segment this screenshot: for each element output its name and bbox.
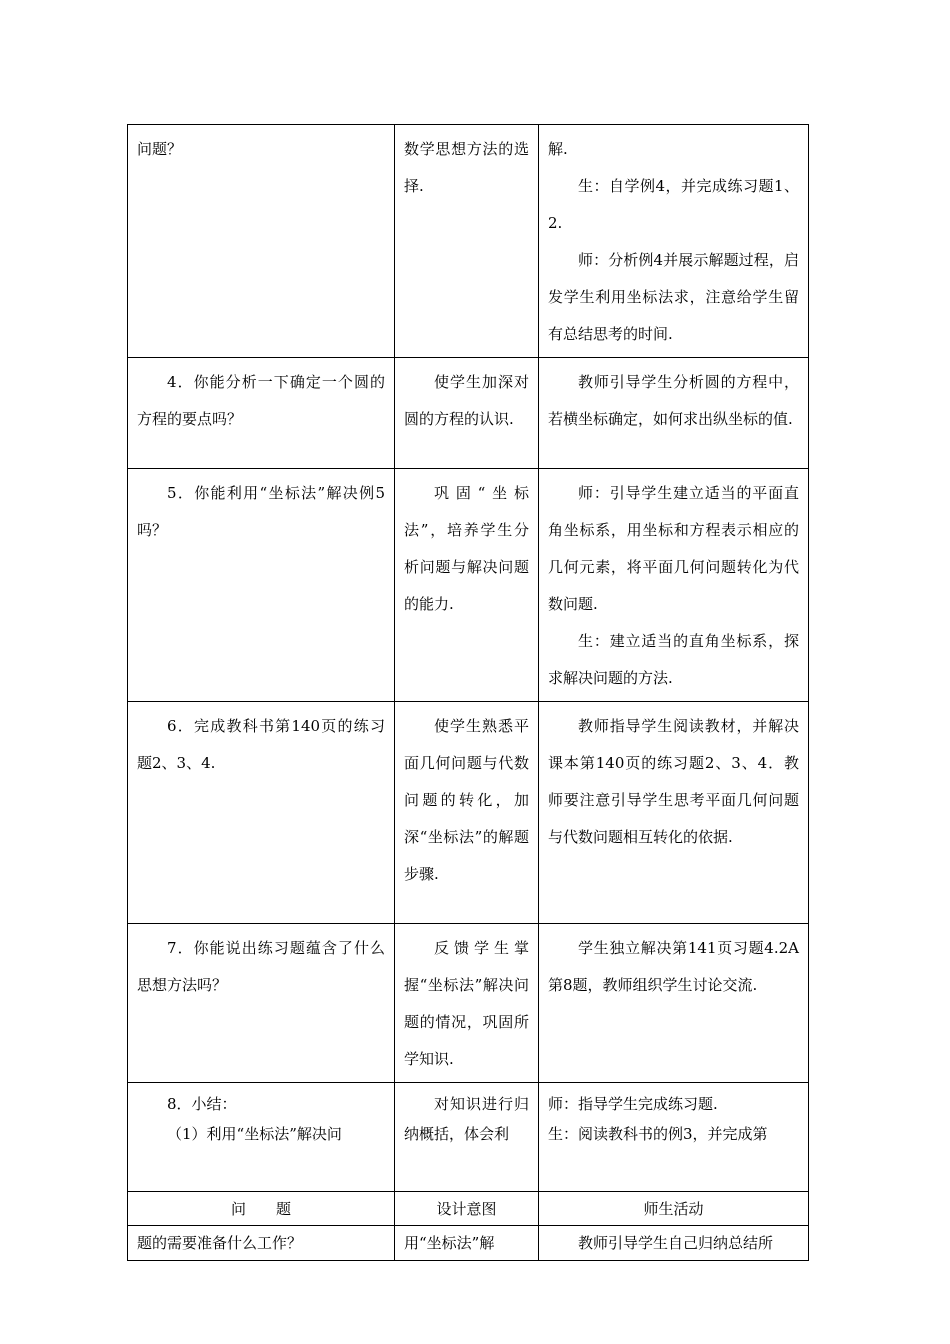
table-row (128, 125, 809, 358)
lesson-plan-table (127, 124, 809, 1261)
activity-text: 教师指导学生阅读教材，并解决课本第140页的练习题2、3、4．教师要注意引导学生思考平面几何问题与代数问题相互转化的依据. (548, 717, 799, 846)
question-cell (128, 358, 395, 469)
activity-text: 生：自学例4，并完成练习题1、2. (548, 177, 799, 232)
activity-text: 教师引导学生自己归纳总结所 (578, 1234, 774, 1252)
question-cell (128, 1226, 395, 1261)
activity-text: 解. (548, 140, 568, 158)
activity-cell (539, 1226, 809, 1261)
activity-text: 师：指导学生完成练习题. (548, 1095, 718, 1113)
intent-cell (395, 125, 539, 358)
table-row (128, 1226, 809, 1261)
table-row (128, 924, 809, 1083)
activity-text: 师：引导学生建立适当的平面直角坐标系，用坐标和方程表示相应的几何元素，将平面几何问题转化为代数问题. (548, 484, 799, 613)
table-row (128, 469, 809, 702)
question-cell (128, 924, 395, 1083)
table-header-row (128, 1192, 809, 1226)
intent-cell (395, 469, 539, 702)
intent-cell (395, 702, 539, 924)
activity-text: 生：阅读教科书的例3，并完成第 (548, 1125, 768, 1143)
question-text: （1）利用“坐标法”解决问 (167, 1125, 342, 1143)
activity-cell (539, 469, 809, 702)
activity-cell (539, 1083, 809, 1192)
question-text: 8．小结： (167, 1095, 237, 1113)
question-cell (128, 469, 395, 702)
question-cell (128, 125, 395, 358)
intent-cell (395, 358, 539, 469)
intent-text: 用“坐标法”解 (404, 1234, 495, 1252)
question-cell (128, 1083, 395, 1192)
table-row (128, 702, 809, 924)
question-cell (128, 702, 395, 924)
question-text: 题的需要准备什么工作？ (137, 1234, 303, 1252)
intent-text: 对知识进行归纳概括，体会利 (404, 1095, 529, 1143)
question-text: 5．你能利用“坐标法”解决例5吗？ (137, 484, 385, 539)
table-row (128, 1083, 809, 1192)
activity-text: 教师引导学生分析圆的方程中，若横坐标确定，如何求出纵坐标的值. (548, 373, 799, 428)
intent-text: 使学生熟悉平面几何问题与代数问题的转化，加深“坐标法”的解题步骤. (404, 717, 529, 883)
activity-text: 学生独立解决第141页习题4.2A第8题，教师组织学生讨论交流. (548, 939, 799, 994)
activity-text: 师：分析例4并展示解题过程，启发学生利用坐标法求，注意给学生留有总结思考的时间. (548, 251, 799, 343)
activity-cell (539, 358, 809, 469)
header-intent: 设计意图 (395, 1192, 539, 1226)
question-text: 问题？ (137, 140, 183, 158)
activity-cell (539, 125, 809, 358)
activity-cell (539, 924, 809, 1083)
intent-cell (395, 924, 539, 1083)
table-row (128, 358, 809, 469)
intent-cell (395, 1226, 539, 1261)
intent-text: 反馈学生掌握“坐标法”解决问题的情况，巩固所学知识. (404, 939, 529, 1068)
intent-text: 巩固“坐标法”，培养学生分析问题与解决问题的能力. (404, 484, 529, 613)
intent-text: 使学生加深对圆的方程的认识. (404, 373, 529, 428)
header-activity: 师生活动 (539, 1192, 809, 1226)
intent-text: 数学思想方法的选择. (404, 140, 529, 195)
header-question: 问 题 (128, 1192, 395, 1226)
activity-text: 生：建立适当的直角坐标系，探求解决问题的方法. (548, 632, 799, 687)
activity-cell (539, 702, 809, 924)
question-text: 4．你能分析一下确定一个圆的方程的要点吗？ (137, 373, 385, 428)
question-text: 7．你能说出练习题蕴含了什么思想方法吗？ (137, 939, 385, 994)
intent-cell (395, 1083, 539, 1192)
question-text: 6．完成教科书第140页的练习题2、3、4. (137, 717, 385, 772)
